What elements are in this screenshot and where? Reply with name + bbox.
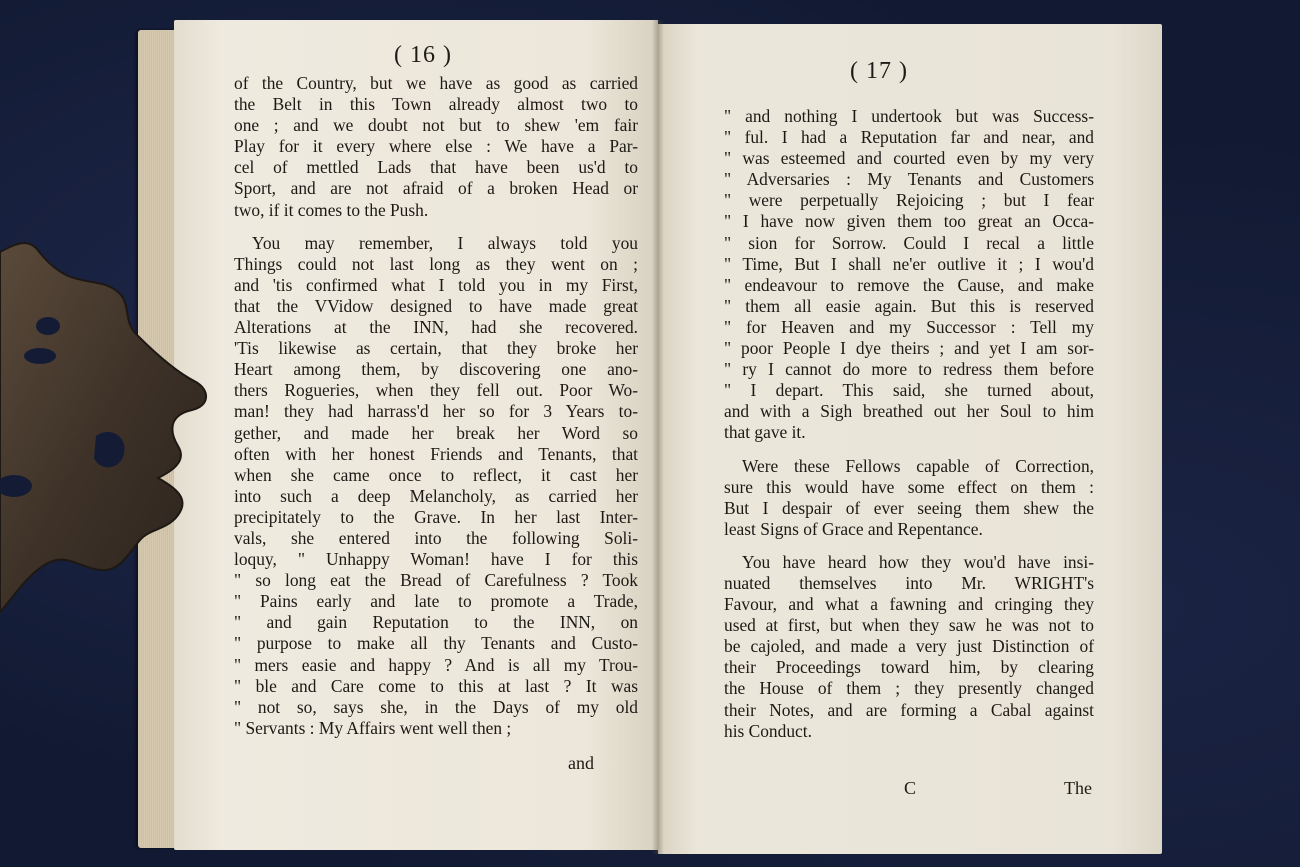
text-line: " Servants : My Affairs went well then ; [234, 717, 512, 738]
text-line: nuated themselves into Mr. WRIGHT's [724, 572, 1094, 593]
text-line: " Pains early and late to promote a Trade, [234, 591, 638, 612]
text-line: often with her honest Friends and Tenants, that [234, 443, 638, 464]
text-line: and with a Sigh breathed out her Soul to him [724, 401, 1094, 422]
text-line: " ry I cannot do more to redress them before [724, 359, 1094, 380]
text-line: " I have now given them too great an Occa- [724, 211, 1094, 232]
left-page [174, 20, 658, 850]
book-gutter [652, 20, 664, 854]
text-line: You have heard how they wou'd have insi- [742, 551, 1094, 572]
text-line: " Adversaries : My Tenants and Customers [724, 169, 1094, 190]
text-line: " was esteemed and courted even by my very [724, 148, 1094, 169]
paragraph-gap [724, 540, 1094, 552]
text-line: that the VVidow designed to have made great [234, 295, 638, 316]
text-line: But I despair of ever seeing them shew the [724, 497, 1094, 518]
text-line: and 'tis confirmed what I told you in my First, [234, 274, 638, 295]
text-line: " mers easie and happy ? And is all my Trou- [234, 654, 638, 675]
text-line: Favour, and what a fawning and cringing they [724, 594, 1094, 615]
paragraph-gap [234, 221, 638, 233]
signature-mark: C [904, 778, 917, 798]
left-page-text [234, 73, 638, 739]
left-page-number: ( 16 ) [394, 42, 452, 68]
text-line: " I depart. This said, she turned about, [724, 380, 1094, 401]
text-line: " and nothing I undertook but was Success- [724, 106, 1094, 126]
right-page-number: ( 17 ) [850, 58, 908, 84]
text-line: precipitately to the Grave. In her last Inter- [234, 506, 638, 527]
text-line: " poor People I dye theirs ; and yet I am sor- [724, 338, 1094, 359]
left-catchword: and [568, 753, 594, 773]
paragraph-gap [724, 444, 1094, 456]
text-line: two, if it comes to the Push. [234, 199, 429, 220]
text-line: " Time, But I shall ne'er outlive it ; I wou'd [724, 253, 1094, 274]
text-line: into such a deep Melancholy, as carried her [234, 485, 638, 506]
text-line: used at first, but when they saw he was not to [724, 615, 1094, 636]
text-line: Things could not last long as they went on ; [234, 253, 638, 274]
text-line: the Belt in this Town already almost two to [234, 94, 638, 115]
text-line: their Proceedings toward him, by clearing [724, 657, 1094, 678]
open-book [138, 20, 1162, 854]
text-line: Play for it every where else : We have a Par- [234, 136, 638, 157]
text-line: " for Heaven and my Successor : Tell my [724, 316, 1094, 337]
text-line: one ; and we doubt not but to shew 'em fair [234, 115, 638, 136]
text-line: Heart among them, by discovering one ano- [234, 359, 638, 380]
text-line: their Notes, and are forming a Cabal against [724, 699, 1094, 720]
text-line: " not so, says she, in the Days of my old [234, 696, 638, 717]
text-line: Sport, and are not afraid of a broken Head or [234, 178, 638, 199]
text-line: " ful. I had a Reputation far and near, and [724, 127, 1094, 148]
text-line: his Conduct. [724, 720, 812, 741]
text-line: Were these Fellows capable of Correction, [742, 455, 1094, 476]
right-page [658, 24, 1162, 854]
text-line: sure this would have some effect on them : [724, 476, 1094, 497]
text-line: " purpose to make all thy Tenants and Custo- [234, 633, 638, 654]
text-line: vals, she entered into the following Soli- [234, 527, 638, 548]
text-line: thers Rogueries, when they fell out. Poor Wo- [234, 380, 638, 401]
text-line: man! they had harrass'd her so for 3 Years to- [234, 401, 638, 422]
text-line: 'Tis likewise as certain, that they broke her [234, 338, 638, 359]
text-line: that gave it. [724, 422, 806, 443]
text-line: " were perpetually Rejoicing ; but I fear [724, 190, 1094, 211]
text-line: Alterations at the INN, had she recovered. [234, 317, 638, 338]
text-line: " endeavour to remove the Cause, and make [724, 274, 1094, 295]
text-line: You may remember, I always told you [252, 232, 638, 253]
right-catchword: The [1064, 778, 1092, 798]
text-line: " so long eat the Bread of Carefulness ? Took [234, 570, 638, 591]
text-line: be cajoled, and made a very just Distinction of [724, 636, 1094, 657]
text-line: " and gain Reputation to the INN, on [234, 612, 638, 633]
text-line: " them all easie again. But this is reserved [724, 295, 1094, 316]
text-line: gether, and made her break her Word so [234, 422, 638, 443]
text-line: " ble and Care come to this at last ? It was [234, 675, 638, 696]
right-page-text [724, 106, 1094, 742]
text-line: of the Country, but we have as good as carried [234, 73, 638, 93]
metal-bookmark-weight [0, 240, 210, 620]
text-line: when she came once to reflect, it cast her [234, 464, 638, 485]
text-line: loquy, " Unhappy Woman! have I for this [234, 549, 638, 570]
text-line: cel of mettled Lads that have been us'd to [234, 157, 638, 178]
text-line: " sion for Sorrow. Could I recal a little [724, 232, 1094, 253]
text-line: the House of them ; they presently changed [724, 678, 1094, 699]
text-line: least Signs of Grace and Repentance. [724, 518, 983, 539]
